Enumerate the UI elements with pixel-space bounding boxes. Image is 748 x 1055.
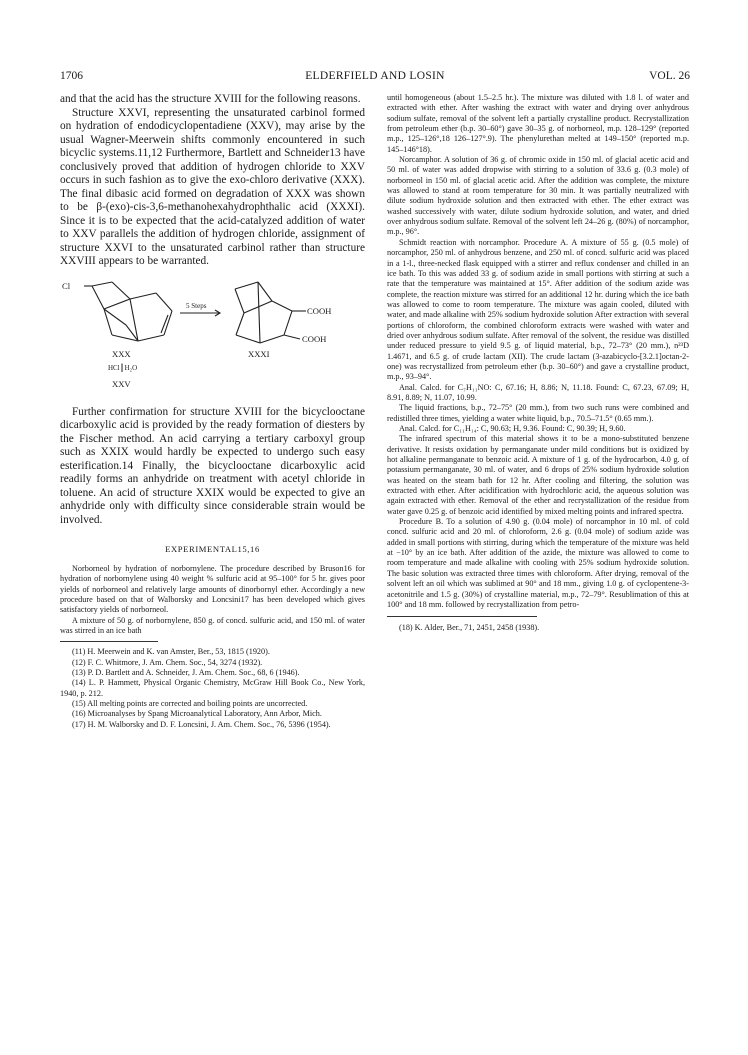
bond xyxy=(92,282,112,286)
footnote: (11) H. Meerwein and K. van Amster, Ber., 53, 1815 (1920). xyxy=(72,647,270,657)
compound-label-xxv: XXV xyxy=(112,378,131,389)
footnote: (18) K. Alder, Ber., 71, 2451, 2458 (1938). xyxy=(399,623,540,633)
bond xyxy=(156,293,172,311)
paragraph: Schmidt reaction with norcamphor. Procedure A. A mixture of 55 g. (0.5 mole) of norcamphor, 250 ml. of anhydrous benzene, and 250 ml. of concd. sulfuric acid was placed in a 1-l., three-necked flask equipped with a stirrer and reflux condenser and chilled in an ice bath. To this was added 33 g. of sodium azide in small portions with stirring at such a rate that the temperature was maintained at 15°. After addition of the sodium azide was complete, the reaction mixture was stirred for an additional 12 hr. during which the ice bath was allowed to come to room temperature. The mixture was again cooled, diluted with water, and made alkaline with 25% sodium hydroxide solution After extraction with several portions of chloroform, the combined chloroform extracts were washed with water and dried over anhydrous sodium sulfate. After removal of the solvent, the residue was distilled under reduced pressure to yield 9.5 g. of liquid material, b.p., 72–73° (20 mm.), n²³D 1.4671, and 6.5 g. of crude lactam (XII). The crude lactam (3-azabicyclo-[3.2.1]octan-2-one) was recrystallized from petroleum ether (b.p. 30–60°) and gave a crystalline product, m.p., 93–94°. xyxy=(387,237,689,382)
bond xyxy=(258,282,272,301)
footnote: (12) F. C. Whitmore, J. Am. Chem. Soc., 54, 3274 (1932). xyxy=(72,657,263,667)
left-column xyxy=(60,93,365,730)
bond xyxy=(235,282,258,289)
arrow-label: 5 Steps xyxy=(186,301,207,310)
section-heading: EXPERIMENTAL15,16 xyxy=(165,544,260,554)
footnotes xyxy=(60,647,365,730)
bond xyxy=(92,286,104,309)
reagent-label: HCl║H₂O xyxy=(108,363,138,372)
bond xyxy=(104,309,126,325)
paragraph: Norborneol by hydration of norbornylene. The procedure described by Bruson16 for hydration of norbornylene using 40 weight % sulfuric acid at 95–100° for 5 hr. gives poor yields of norborneol and relatively large amounts of dinorbornyl ether. Accordingly a new procedure based on that of Walborsky and Loncsini17 has been developed which gives satisfactory yields of norborneol. xyxy=(60,564,365,615)
bond xyxy=(236,335,260,343)
bond xyxy=(284,335,300,339)
paragraph: until homogeneous (about 1.5–2.5 hr.). The mixture was diluted with 1.8 l. of water and extracted with ether. After washing the extract with water and drying over anhydrous sodium sulfate, removal of the solvent left a partially crystalline product. Recrystallization from petroleum ether (b.p. 30–60°) gave 30–35 g. of norborneol, m.p. 128–129° (reported m.p., 125–126°,18 126–127°.9). The phenylurethan melted at 149–150° (reported m.p. 145–146°18). xyxy=(387,93,689,154)
footnote-rule xyxy=(60,641,158,642)
bond xyxy=(236,313,244,335)
paragraph: The infrared spectrum of this material shows it to be a mono-substituted benzene derivative. It resists oxidation by permanganate under mild conditions but is oxidized by hot alkaline permanganate to benzoic acid. A mixture of 1 g. of the hydrocarbon, 4.0 g. of potassium permanganate, 30 ml. of water, and 6 drops of 25% sodium hydroxide solution was heated on the steam bath for 12 hr. After cooling and filtering, the solution was extracted with ether. After acidification with hydrochloric acid, the aqueous solution was again extracted with ether. Removal of the ether and recrystallization of the residue from water gave 0.25 g. of benzoic acid identified by mixed melting points and infrared spectra. xyxy=(387,434,689,516)
bond xyxy=(112,282,130,299)
paragraph: Anal. Calcd. for C₁₁H₁₄: C, 90.63; H, 9.36. Found: C, 90.39; H, 9.60. xyxy=(399,424,626,433)
footnote: (17) H. M. Walborsky and D. F. Loncsini, J. Am. Chem. Soc., 76, 5396 (1954). xyxy=(72,719,331,729)
compound-label-xxx: XXX xyxy=(112,348,131,359)
compound-label-xxxi: XXXI xyxy=(248,348,270,359)
bond xyxy=(130,293,156,299)
paragraph: A mixture of 50 g. of norbornylene, 850 g. of concd. sulfuric acid, and 150 ml. of water was stirred in an ice bath xyxy=(60,615,365,636)
footnote: (14) L. P. Hammett, Physical Organic Chemistry, McGraw Hill Book Co., New York, 1940, p. 212. xyxy=(60,678,365,698)
paragraph: Further confirmation for structure XVIII for the bicyclooctane dicarboxylic acid is provided by the ready formation of diesters by the Fischer method. An acid carrying a tertiary carboxyl group such as XXIX would hardly be expected to undergo such easy esterification.14 Finally, the bicyclooctane dicarboxylic acid readily forms an anhydride on treatment with acetyl chloride in toluene. An acid of structure XXIX would be expected to give an anhydride only with difficulty since considerable strain would be involved. xyxy=(60,405,365,526)
page-number: 1706 xyxy=(60,70,83,82)
bond xyxy=(284,311,292,335)
double-bond xyxy=(161,315,168,333)
footnote: (16) Microanalyses by Spang Microanalytical Laboratory, Ann Arbor, Mich. xyxy=(72,709,322,719)
volume-label: VOL. 26 xyxy=(649,70,690,82)
bond xyxy=(235,289,244,313)
bond xyxy=(244,301,272,313)
bond xyxy=(260,335,284,343)
reaction-scheme xyxy=(60,279,365,396)
paragraph: The liquid fractions, b.p., 72–75° (20 mm.), from two such runs were combined and redistilled three times, yielding a water white liquid, b.p., 70.5–71.5° (0.65 mm.). xyxy=(387,403,689,423)
bond xyxy=(138,335,164,341)
footnote: (13) P. D. Bartlett and A. Schneider, J. Am. Chem. Soc., 68, 6 (1946). xyxy=(72,668,300,678)
paragraph: Structure XXVI, representing the unsaturated carbinol formed on hydration of endodicyclopentadiene (XXV), may arise by the usual Wagner-Meerwein shifts commonly encountered in such bicyclic systems.11,12 Furthermore, Bartlett and Schneider13 have conclusively proved that addition of hydrogen chloride to XXV occurs in such fashion as to give the exo-chloro derivative (XXX). The final dibasic acid formed on degradation of XXX was shown to be β-(exo)-cis-3,6-methanohexahydrophthalic acid (XXXI). Since it is to be expected that the acid-catalyzed addition of water to XXV parallels the addition of hydrogen chloride, assignment of structure XXVI to the unsaturated carbinol rather than structure XXVIII appears to be warranted. xyxy=(60,106,365,267)
bond xyxy=(130,299,138,341)
bond xyxy=(104,299,130,309)
paragraph: Norcamphor. A solution of 36 g. of chromic oxide in 150 ml. of glacial acetic acid and 50 ml. of water was added dropwise with stirring to a solution of 33.6 g. (0.3 mole) of norborneol in 150 ml. of glacial acetic acid. After the addition was complete, the mixture was allowed to stand at room temperature for 30 min. It was partially neutralized with dilute sodium hydroxide solution and then extracted with ether. The ether extract was washed successively with water, dilute sodium hydroxide solution, and water, and dried over anhydrous sodium sulfate. Removal of the solvent left 24–26 g. (80%) of norcamphor, m.p., 96°. xyxy=(387,155,689,237)
cl-label: Cl xyxy=(62,280,71,291)
bond xyxy=(258,282,260,343)
cooh-label: COOH xyxy=(307,305,332,316)
paragraph: and that the acid has the structure XVIII for the following reasons. xyxy=(60,93,361,105)
right-column xyxy=(387,93,689,634)
running-title: ELDERFIELD AND LOSIN xyxy=(305,70,445,82)
page-header xyxy=(60,70,690,86)
paragraph: Procedure B. To a solution of 4.90 g. (0.04 mole) of norcamphor in 10 ml. of cold concd. sulfuric acid and 20 ml. of chloroform, 2.6 g. (0.04 mole) of sodium azide was added in small portions with stirring, during which the temperature of the mixture was held at −10° by an ice bath. After addition of the azide, the mixture was allowed to come to room temperature and made alkaline with cooling with 25% sodium hydroxide solution. The basic solution was extracted three times with chloroform. After drying, removal of the solvent left an oil which was sublimed at 90° and 18 mm., giving 1.0 g. of cyclopentene-3-acetonitrile and 1.5 g. (30%) of crystalline material, m.p., 72–79°. Resublimation of this at 100° and 18 mm. followed by recrystallization from petro- xyxy=(387,517,689,609)
paragraph: Anal. Calcd. for C₇H₁₁NO: C, 67.16; H, 8.86; N, 11.18. Found: C, 67.23, 67.09; H, 8.91, 8.89; N, 11.07, 10.99. xyxy=(387,382,689,402)
footnote-rule xyxy=(387,616,537,617)
bond xyxy=(104,309,112,335)
footnote: (15) All melting points are corrected and boiling points are uncorrected. xyxy=(72,699,308,709)
cooh-label: COOH xyxy=(302,333,327,344)
bond xyxy=(272,301,292,311)
